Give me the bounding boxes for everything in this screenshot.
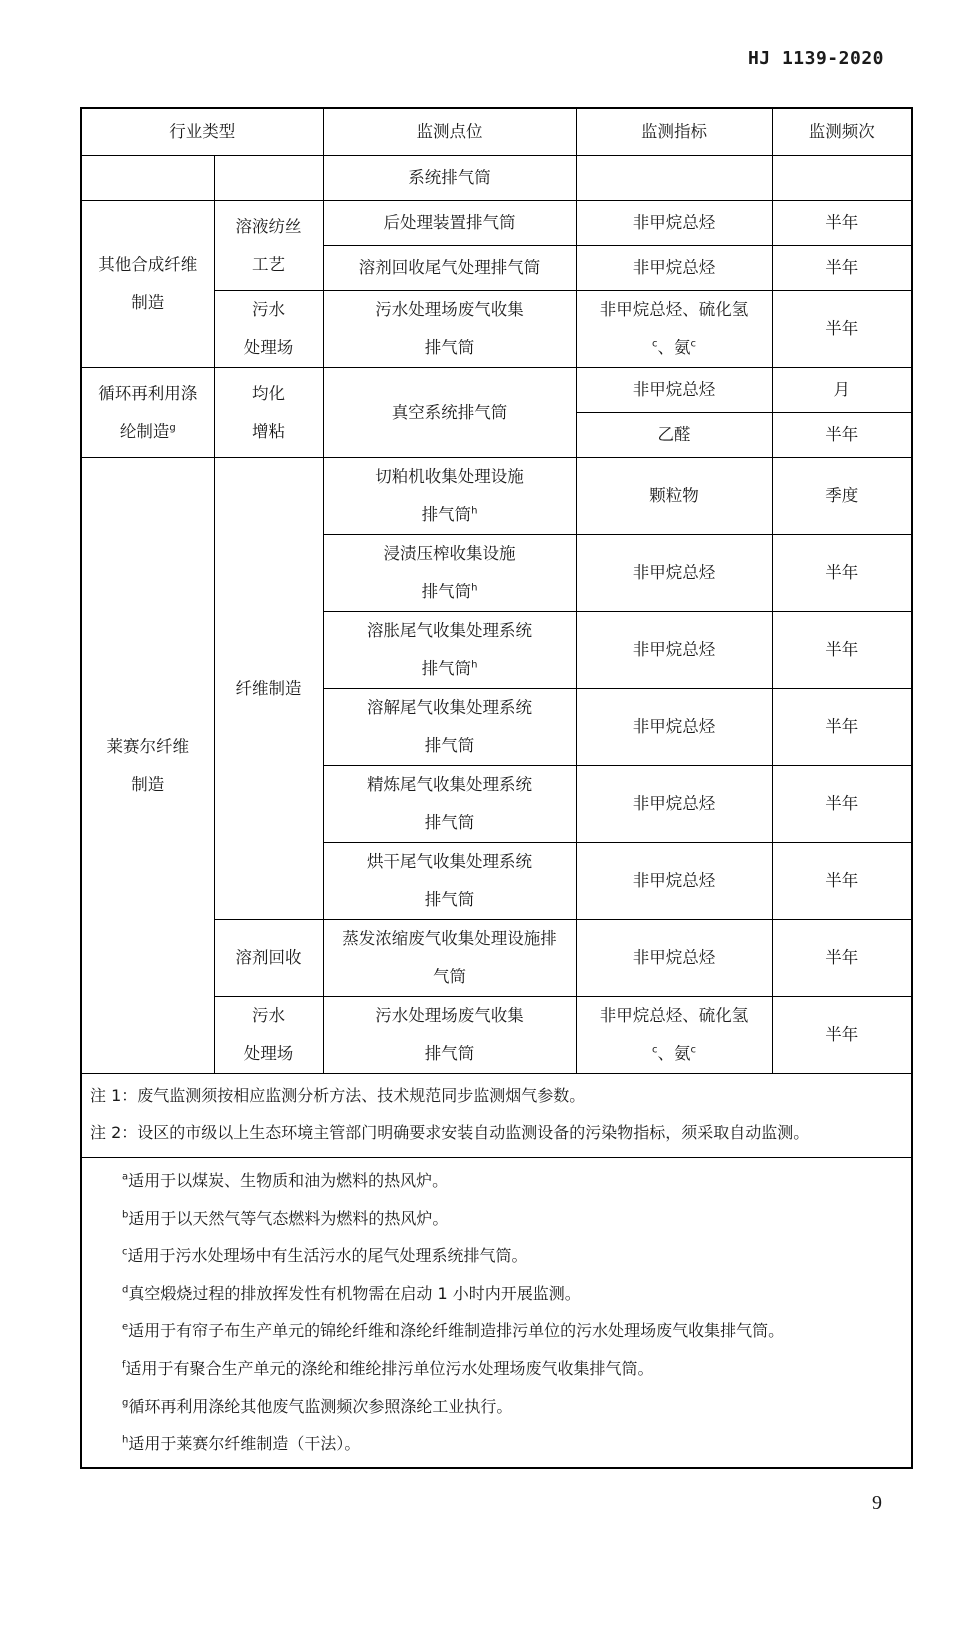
process-line: 增粘 [252,421,285,441]
point-line: 排气筒 [424,813,475,832]
footnote-line [122,1275,899,1313]
monitoring-point [323,920,576,997]
point-line: 溶胀尾气收集处理系统 [367,621,532,640]
process-line: 均化 [252,383,285,403]
monitoring-indicator: 非甲烷总烃 [576,535,772,612]
monitoring-point: 后处理装置排气筒 [323,201,576,246]
column-header: 行业类型 [81,108,323,156]
point-line: 蒸发浓缩废气收集处理设施排 [342,929,557,948]
notes-cell [81,1074,912,1158]
point-line [328,573,572,611]
point-line: 气筒 [433,967,466,986]
footnote-line [122,1237,899,1275]
point-line [328,650,572,688]
table-cell [214,156,323,201]
monitoring-frequency: 半年 [772,201,912,246]
point-text: 排气筒 [421,505,472,524]
monitoring-point [323,766,576,843]
table-row [81,368,912,413]
footnote-line [122,1425,899,1463]
indicator-text: 、氨 [657,338,691,357]
monitoring-indicator [576,997,772,1074]
process-line: 工艺 [252,254,285,274]
monitoring-frequency: 半年 [772,920,912,997]
point-line [328,496,572,534]
monitoring-indicator: 非甲烷总烃 [576,612,772,689]
monitoring-indicator: 非甲烷总烃 [576,201,772,246]
notes-row [81,1074,912,1158]
column-header: 监测指标 [576,108,772,156]
monitoring-indicator: 非甲烷总烃 [576,246,772,291]
monitoring-frequency: 季度 [772,458,912,535]
footnote-mark: h [122,1434,129,1446]
note-line: 注 1：废气监测须按相应监测分析方法、技术规范同步监测烟气参数。 [90,1086,586,1105]
industry-line: 制造 [131,293,165,312]
footnote-mark: b [122,1209,129,1221]
monitoring-frequency: 半年 [772,843,912,920]
document-code: HJ 1139-2020 [747,48,884,69]
point-line: 切粕机收集处理设施 [375,467,524,486]
footnote-mark: c [122,1246,128,1258]
process-cell: 纤维制造 [214,458,323,920]
table-row [81,201,912,246]
footnote-mark: g [122,1397,129,1409]
point-line: 排气筒 [424,1044,475,1063]
footnote-ref: c [690,1044,696,1056]
process-cell [214,368,323,458]
table-cell [81,156,214,201]
industry-cell [81,368,214,458]
monitoring-point [323,612,576,689]
table-cell [576,156,772,201]
monitoring-indicator: 非甲烷总烃 [576,766,772,843]
point-line: 排气筒 [424,890,475,909]
footnote-mark: a [122,1171,129,1183]
indicator-line [581,329,768,367]
process-cell [214,997,323,1074]
process-line: 处理场 [243,1044,294,1063]
footnote-ref: h [471,659,478,671]
point-text: 排气筒 [421,659,472,678]
footnote-line [122,1350,899,1388]
point-line: 污水处理场废气收集 [375,1006,524,1025]
footnote-line [122,1312,899,1350]
footnote-ref: c [690,338,696,350]
table-cell [772,156,912,201]
footnote-text: 适用于以天然气等气态燃料为燃料的热风炉。 [128,1208,449,1228]
monitoring-frequency: 半年 [772,766,912,843]
table-row [81,458,912,535]
monitoring-indicator: 颗粒物 [576,458,772,535]
monitoring-point: 溶剂回收尾气处理排气筒 [323,246,576,291]
footnotes-row [81,1158,912,1468]
indicator-line: 非甲烷总烃、硫化氢 [599,1006,749,1025]
industry-text: 纶制造 [119,421,170,441]
industry-line: 循环再利用涤 [98,383,198,403]
indicator-line: 非甲烷总烃、硫化氢 [599,300,749,319]
monitoring-frequency: 月 [772,368,912,413]
monitoring-point [323,997,576,1074]
process-line: 污水 [252,300,285,319]
monitoring-frequency: 半年 [772,246,912,291]
footnote-ref: c [652,338,658,350]
table-row [81,156,912,201]
footnote-text: 真空煅烧过程的排放挥发性有机物需在启动 1 小时内开展监测。 [128,1283,581,1303]
point-line: 排气筒 [424,736,475,755]
table-header-row [81,108,912,156]
monitoring-indicator [576,291,772,368]
monitoring-indicator: 乙醛 [576,413,772,458]
monitoring-frequency: 半年 [772,612,912,689]
monitoring-indicator: 非甲烷总烃 [576,689,772,766]
monitoring-point [323,843,576,920]
monitoring-point [323,535,576,612]
industry-cell [81,201,214,368]
process-line: 污水 [252,1006,285,1025]
monitoring-frequency: 半年 [772,997,912,1074]
footnote-text: 适用于以煤炭、生物质和油为燃料的热风炉。 [128,1171,449,1190]
footnote-text: 适用于莱赛尔纤维制造（干法）。 [128,1434,361,1454]
point-line: 精炼尾气收集处理系统 [367,775,532,794]
monitoring-frequency: 半年 [772,689,912,766]
industry-line: 制造 [131,774,165,794]
footnote-text: 适用于有帘子布生产单元的锦纶纤维和涤纶纤维制造排污单位的污水处理场废气收集排气筒。 [128,1321,785,1341]
industry-line: 其他合成纤维 [98,255,198,274]
footnote-text: 适用于污水处理场中有生活污水的尾气处理系统排气筒。 [127,1246,528,1266]
footnote-text: 循环再利用涤纶其他废气监测频次参照涤纶工业执行。 [128,1396,513,1416]
footnote-ref: c [652,1044,658,1056]
footnote-mark: f [122,1359,126,1371]
process-cell: 溶剂回收 [214,920,323,997]
monitoring-point: 系统排气筒 [323,156,576,201]
column-header: 监测点位 [323,108,576,156]
industry-line: 莱赛尔纤维 [106,736,189,756]
process-cell [214,291,323,368]
monitoring-point [323,458,576,535]
industry-line [86,413,210,451]
monitoring-table [80,107,913,1469]
footnote-text: 适用于有聚合生产单元的涤纶和维纶排污单位污水处理场废气收集排气筒。 [125,1358,654,1378]
column-header: 监测频次 [772,108,912,156]
footnote-ref: g [169,422,176,433]
point-line: 浸渍压榨收集设施 [383,544,516,563]
process-line: 处理场 [243,338,294,357]
monitoring-indicator: 非甲烷总烃 [576,368,772,413]
industry-cell [81,458,214,1074]
indicator-text: 、氨 [657,1044,691,1063]
point-line: 烘干尾气收集处理系统 [367,852,532,871]
point-line: 溶解尾气收集处理系统 [367,698,532,717]
footnotes-cell [81,1158,912,1468]
point-line: 排气筒 [424,338,475,357]
footnote-ref: h [471,505,478,517]
footnote-line [122,1162,899,1200]
note-line: 注 2：设区的市级以上生态环境主管部门明确要求安装自动监测设备的污染物指标，须采取自动监测。 [90,1123,810,1142]
footnote-line [122,1388,899,1426]
point-line: 污水处理场废气收集 [375,300,524,319]
monitoring-frequency: 半年 [772,291,912,368]
indicator-line [581,1035,768,1073]
monitoring-indicator: 非甲烷总烃 [576,920,772,997]
monitoring-frequency: 半年 [772,535,912,612]
footnote-mark: d [122,1284,129,1296]
monitoring-point [323,689,576,766]
footnote-line [122,1200,899,1238]
footnote-ref: h [471,582,478,594]
point-text: 排气筒 [421,582,472,601]
process-line: 溶液纺丝 [235,216,302,236]
footnote-mark: e [122,1322,129,1334]
monitoring-point [323,291,576,368]
monitoring-indicator: 非甲烷总烃 [576,843,772,920]
process-cell [214,201,323,291]
monitoring-frequency: 半年 [772,413,912,458]
monitoring-point: 真空系统排气筒 [323,368,576,458]
page-number: 9 [872,1492,882,1514]
